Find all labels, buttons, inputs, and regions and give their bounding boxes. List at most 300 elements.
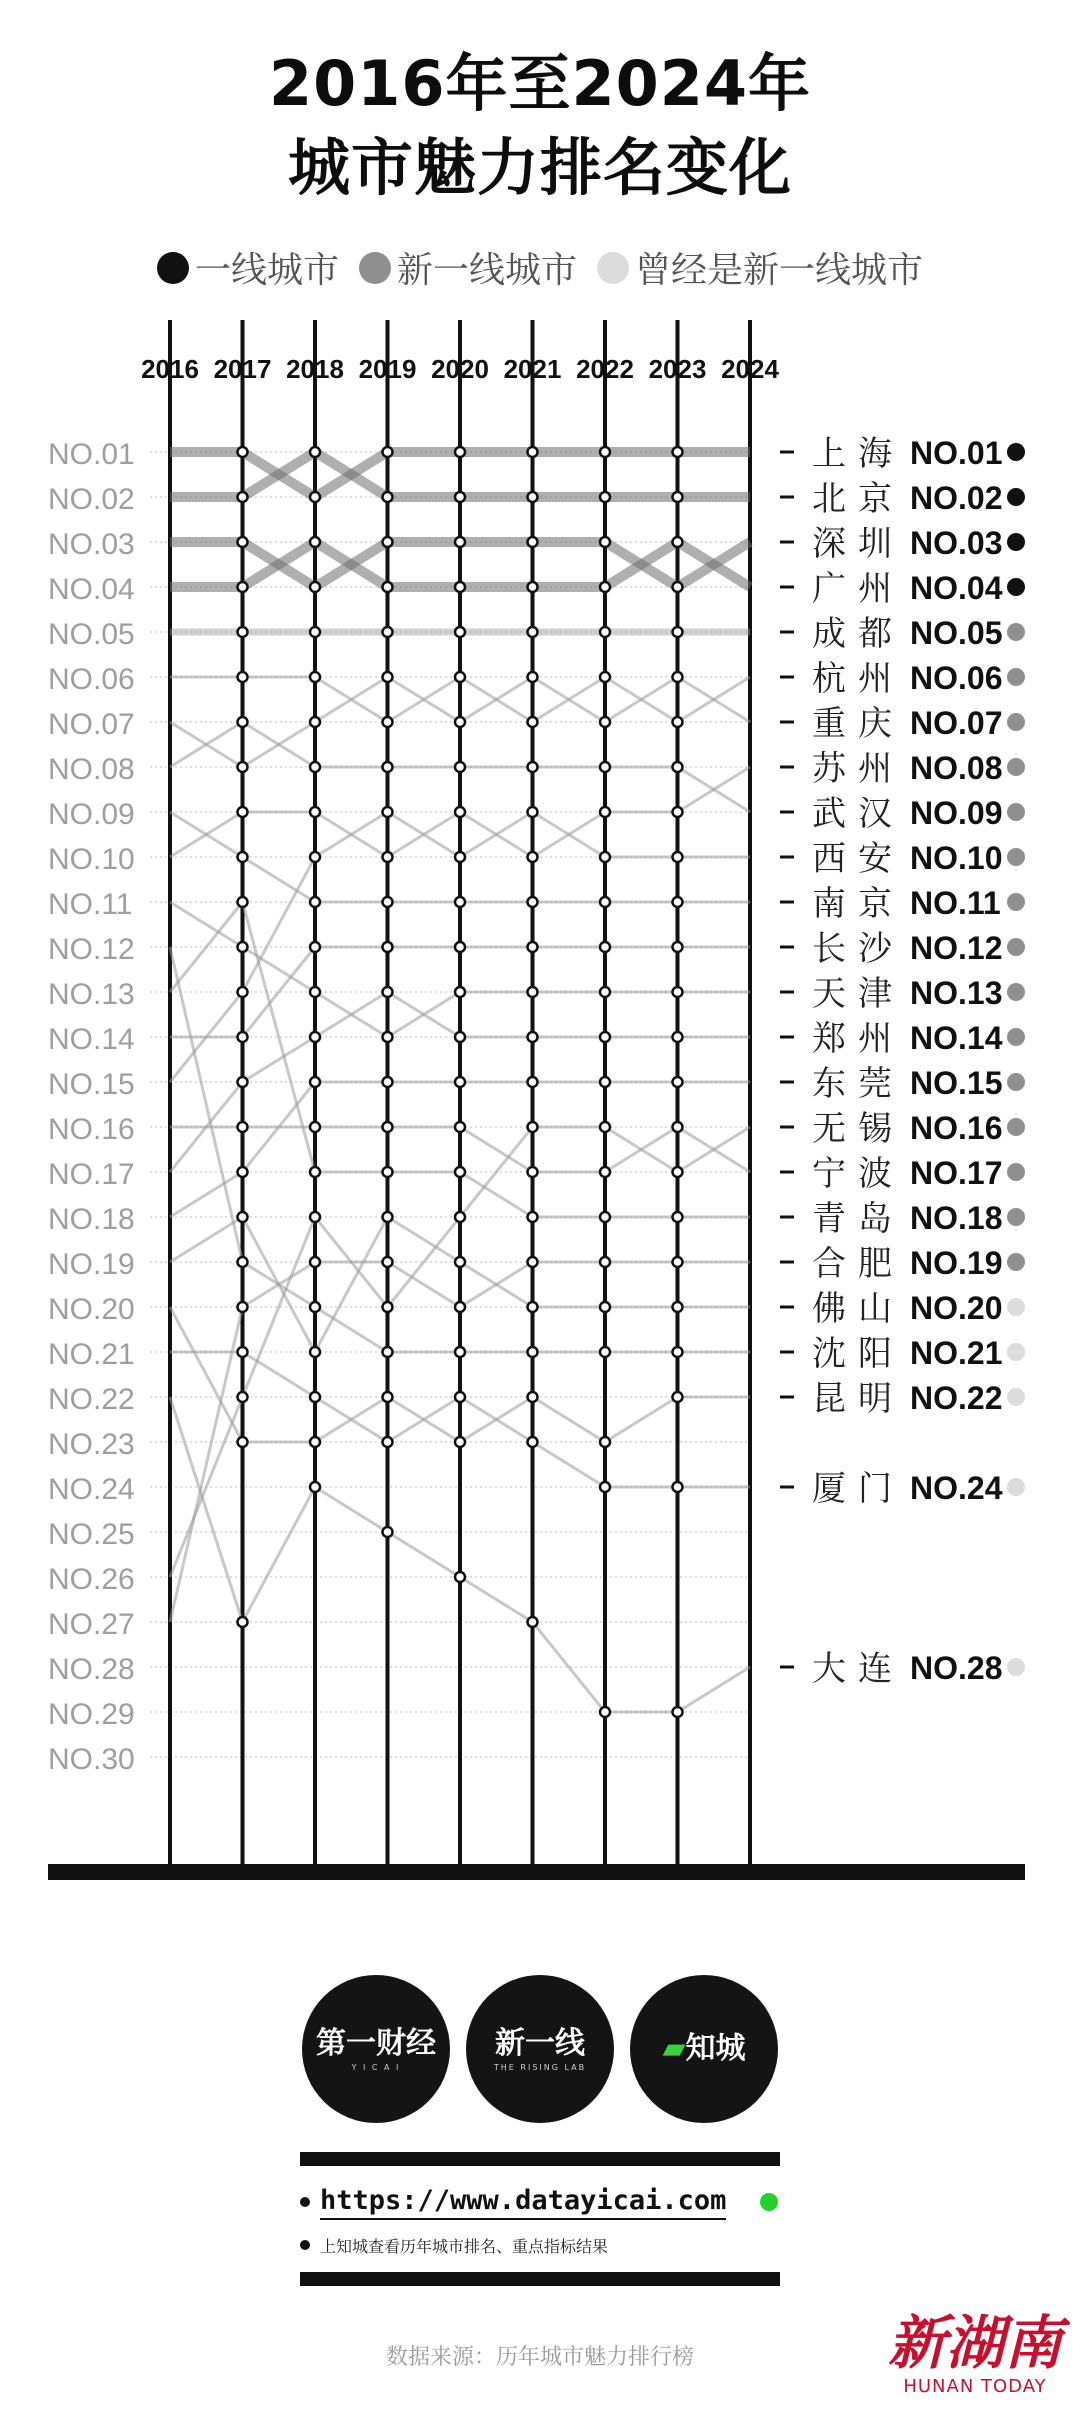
data-point-上海 <box>383 447 393 457</box>
data-point-厦门 <box>238 1347 248 1357</box>
data-point-厦门 <box>455 1392 465 1402</box>
city-name-label: 青岛 <box>812 1199 904 1239</box>
legend <box>0 242 1080 293</box>
y-tick-label: NO.06 <box>48 663 135 696</box>
data-point-大连 <box>383 1527 393 1537</box>
data-point-长沙 <box>600 942 610 952</box>
data-point-佛山 <box>238 1212 248 1222</box>
data-point-东莞 <box>673 1077 683 1087</box>
data-point-沈阳 <box>673 1347 683 1357</box>
data-point-天津 <box>383 1032 393 1042</box>
city-tier-dot-icon <box>1007 1253 1025 1271</box>
data-point-东莞 <box>528 1077 538 1087</box>
data-point-合肥 <box>310 1257 320 1267</box>
data-point-合肥 <box>238 1302 248 1312</box>
data-point-北京 <box>455 492 465 502</box>
city-tier-dot-icon <box>1007 1208 1025 1226</box>
data-point-深圳 <box>455 537 465 547</box>
data-point-沈阳 <box>383 1347 393 1357</box>
city-rank-label: NO.08 <box>910 750 1003 786</box>
data-point-武汉 <box>310 762 320 772</box>
y-tick-label: NO.10 <box>48 843 135 876</box>
data-point-成都 <box>383 627 393 637</box>
data-point-成都 <box>455 627 465 637</box>
chart-title-line2: 城市魅力排名变化 <box>287 131 792 204</box>
website-link[interactable]: https://www.datayicai.com <box>320 2185 726 2220</box>
data-point-武汉 <box>455 762 465 772</box>
data-point-大连 <box>600 1707 610 1717</box>
data-point-苏州 <box>673 807 683 817</box>
city-rank-label: NO.13 <box>910 975 1003 1011</box>
data-point-郑州 <box>528 1032 538 1042</box>
data-point-宁波 <box>673 1122 683 1132</box>
data-point-东莞 <box>600 1077 610 1087</box>
data-point-长沙 <box>310 942 320 952</box>
data-point-厦门 <box>528 1437 538 1447</box>
x-tick-label: 2021 <box>503 354 562 384</box>
data-point-西安 <box>383 807 393 817</box>
data-point-无锡 <box>455 1212 465 1222</box>
city-rank-label: NO.06 <box>910 660 1003 696</box>
city-rank-label: NO.24 <box>910 1470 1003 1506</box>
legend-item-former-new-tier1 <box>597 242 923 293</box>
data-point-沈阳 <box>238 1257 248 1267</box>
data-point-郑州 <box>383 987 393 997</box>
x-tick-label: 2019 <box>358 354 417 384</box>
city-name-label: 广州 <box>812 569 904 609</box>
data-point-长沙 <box>238 1032 248 1042</box>
data-point-成都 <box>528 627 538 637</box>
legend-label-new-tier1: 新一线城市 <box>396 250 577 291</box>
data-point-杭州 <box>528 717 538 727</box>
data-point-佛山 <box>310 1347 320 1357</box>
data-point-宁波 <box>310 1122 320 1132</box>
data-point-成都 <box>673 627 683 637</box>
city-tier-dot-icon <box>1007 848 1025 866</box>
data-point-广州 <box>455 582 465 592</box>
data-point-昆明 <box>528 1392 538 1402</box>
data-point-北京 <box>238 492 248 502</box>
data-point-昆明 <box>455 1437 465 1447</box>
data-point-郑州 <box>673 1032 683 1042</box>
data-point-杭州 <box>310 672 320 682</box>
data-point-北京 <box>673 492 683 502</box>
city-name-label: 深圳 <box>812 524 904 564</box>
data-point-深圳 <box>673 582 683 592</box>
city-name-label: 苏州 <box>812 749 904 789</box>
legend-dot-tier1-icon <box>157 252 189 284</box>
data-point-佛山 <box>673 1302 683 1312</box>
x-tick-label: 2024 <box>721 354 779 384</box>
data-point-西安 <box>673 852 683 862</box>
x-tick-label: 2020 <box>431 354 489 384</box>
url-row <box>300 2182 780 2222</box>
city-name-label: 西安 <box>812 839 904 879</box>
city-rank-label: NO.12 <box>910 930 1003 966</box>
data-point-郑州 <box>238 1077 248 1087</box>
data-point-重庆 <box>310 717 320 727</box>
data-point-青岛 <box>310 1167 320 1177</box>
data-point-无锡 <box>310 1212 320 1222</box>
rising-lab-logo-subtext: THE RISING LAB <box>493 2062 587 2072</box>
city-name-label: 宁波 <box>812 1154 904 1194</box>
y-tick-label: NO.02 <box>48 483 135 516</box>
data-point-合肥 <box>528 1257 538 1267</box>
city-tier-dot-icon <box>1007 668 1025 686</box>
divider-top <box>300 2152 780 2166</box>
data-point-厦门 <box>310 1392 320 1402</box>
data-point-长沙 <box>455 942 465 952</box>
website-note: 上知城查看历年城市排名、重点指标结果 <box>320 2236 609 2256</box>
city-rank-label: NO.16 <box>910 1110 1003 1146</box>
city-rank-label: NO.03 <box>910 525 1003 561</box>
y-tick-label: NO.29 <box>48 1698 135 1731</box>
city-rank-label: NO.02 <box>910 480 1003 516</box>
city-tier-dot-icon <box>1007 1163 1025 1181</box>
x-tick-label: 2023 <box>648 354 707 384</box>
data-point-深圳 <box>528 537 538 547</box>
data-point-重庆 <box>528 672 538 682</box>
data-point-苏州 <box>600 807 610 817</box>
yicai-logo-subtext: Y I C A I <box>351 2062 401 2072</box>
city-name-label: 长沙 <box>812 929 904 969</box>
data-point-东莞 <box>455 1077 465 1087</box>
city-rank-label: NO.05 <box>910 615 1003 651</box>
data-point-上海 <box>600 447 610 457</box>
data-point-西安 <box>455 852 465 862</box>
city-rank-label: NO.14 <box>910 1020 1003 1056</box>
city-tier-dot-icon <box>1007 1478 1025 1496</box>
data-point-大连 <box>528 1617 538 1627</box>
data-point-武汉 <box>238 717 248 727</box>
data-point-无锡 <box>528 1122 538 1132</box>
data-point-成都 <box>310 627 320 637</box>
city-tier-dot-icon <box>1007 1343 1025 1361</box>
x-tick-label: 2018 <box>286 354 344 384</box>
data-point-合肥 <box>600 1257 610 1267</box>
city-tier-dot-icon <box>1007 938 1025 956</box>
legend-dot-new-tier1-icon <box>359 252 391 284</box>
data-point-厦门 <box>673 1482 683 1492</box>
data-point-武汉 <box>600 762 610 772</box>
y-tick-label: NO.30 <box>48 1743 135 1776</box>
data-point-上海 <box>455 447 465 457</box>
chart-title-line1: 2016年至2024年 <box>268 47 812 120</box>
city-rank-label: NO.17 <box>910 1155 1003 1191</box>
yicai-logo-text: 第一财经 <box>316 2025 436 2061</box>
note-row <box>300 2232 780 2258</box>
y-tick-label: NO.12 <box>48 933 135 966</box>
data-point-厦门 <box>383 1437 393 1447</box>
data-point-天津 <box>310 987 320 997</box>
y-tick-label: NO.03 <box>48 528 135 561</box>
zhicheng-logo <box>630 1975 778 2123</box>
data-point-杭州 <box>383 717 393 727</box>
data-point-无锡 <box>383 1302 393 1312</box>
city-name-label: 厦门 <box>812 1469 904 1509</box>
data-point-沈阳 <box>455 1347 465 1357</box>
data-point-南京 <box>383 897 393 907</box>
y-tick-label: NO.20 <box>48 1293 135 1326</box>
legend-item-new-tier1 <box>359 242 577 293</box>
y-tick-label: NO.16 <box>48 1113 135 1146</box>
city-tier-dot-icon <box>1007 533 1025 551</box>
city-name-label: 天津 <box>812 974 904 1014</box>
city-name-label: 昆明 <box>812 1379 904 1419</box>
data-point-广州 <box>383 582 393 592</box>
zhicheng-logo-label: 知城 <box>685 2031 746 2066</box>
data-point-广州 <box>673 537 683 547</box>
data-point-武汉 <box>673 762 683 772</box>
city-rank-label: NO.22 <box>910 1380 1003 1416</box>
data-point-昆明 <box>383 1392 393 1402</box>
data-point-昆明 <box>238 1437 248 1447</box>
city-tier-dot-icon <box>1007 713 1025 731</box>
data-point-青岛 <box>600 1212 610 1222</box>
data-point-长沙 <box>673 942 683 952</box>
y-tick-label: NO.08 <box>48 753 135 786</box>
city-rank-label: NO.19 <box>910 1245 1003 1281</box>
data-point-宁波 <box>383 1122 393 1132</box>
bullet-icon <box>300 2197 310 2207</box>
data-point-苏州 <box>383 852 393 862</box>
data-point-青岛 <box>673 1212 683 1222</box>
data-point-杭州 <box>238 672 248 682</box>
y-tick-label: NO.26 <box>48 1563 135 1596</box>
city-name-label: 大连 <box>812 1649 904 1689</box>
legend-label-former-new-tier1: 曾经是新一线城市 <box>635 250 924 291</box>
data-point-上海 <box>673 447 683 457</box>
y-tick-label: NO.18 <box>48 1203 135 1236</box>
bullet-icon <box>300 2240 310 2250</box>
city-rank-label: NO.21 <box>910 1335 1003 1371</box>
data-point-重庆 <box>600 717 610 727</box>
legend-item-tier1 <box>157 242 339 293</box>
city-rank-label: NO.20 <box>910 1290 1003 1326</box>
city-tier-dot-icon <box>1007 1298 1025 1316</box>
data-point-北京 <box>310 447 320 457</box>
data-point-宁波 <box>238 1122 248 1132</box>
data-point-重庆 <box>455 717 465 727</box>
legend-label-tier1: 一线城市 <box>194 250 339 291</box>
rank-change-chart <box>0 300 1080 1900</box>
data-point-厦门 <box>600 1482 610 1492</box>
y-tick-label: NO.15 <box>48 1068 135 1101</box>
y-tick-label: NO.17 <box>48 1158 135 1191</box>
data-point-长沙 <box>528 942 538 952</box>
data-point-南京 <box>600 897 610 907</box>
data-point-沈阳 <box>528 1347 538 1357</box>
city-rank-label: NO.04 <box>910 570 1003 606</box>
city-name-label: 武汉 <box>812 794 904 834</box>
data-point-宁波 <box>455 1122 465 1132</box>
data-point-成都 <box>238 627 248 637</box>
data-point-杭州 <box>600 672 610 682</box>
data-point-郑州 <box>455 1032 465 1042</box>
data-point-沈阳 <box>310 1302 320 1312</box>
data-point-东莞 <box>238 1167 248 1177</box>
data-point-南京 <box>673 897 683 907</box>
city-tier-dot-icon <box>1007 803 1025 821</box>
city-tier-dot-icon <box>1007 623 1025 641</box>
city-name-label: 郑州 <box>812 1019 904 1059</box>
data-point-无锡 <box>238 1392 248 1402</box>
data-point-大连 <box>310 1482 320 1492</box>
data-point-西安 <box>310 852 320 862</box>
data-point-宁波 <box>600 1167 610 1177</box>
data-point-上海 <box>528 447 538 457</box>
data-point-东莞 <box>310 1077 320 1087</box>
data-point-广州 <box>310 537 320 547</box>
data-point-重庆 <box>383 672 393 682</box>
data-point-重庆 <box>238 762 248 772</box>
data-point-无锡 <box>673 1167 683 1177</box>
city-tier-dot-icon <box>1007 1658 1025 1676</box>
x-tick-label: 2022 <box>576 354 634 384</box>
data-point-长沙 <box>383 942 393 952</box>
data-point-天津 <box>600 987 610 997</box>
city-tier-dot-icon <box>1007 578 1025 596</box>
x-tick-label: 2016 <box>141 354 199 384</box>
y-tick-label: NO.05 <box>48 618 135 651</box>
city-tier-dot-icon <box>1007 893 1025 911</box>
y-tick-label: NO.21 <box>48 1338 135 1371</box>
city-name-label: 上海 <box>812 434 904 474</box>
data-point-北京 <box>528 492 538 502</box>
data-point-无锡 <box>600 1122 610 1132</box>
data-point-佛山 <box>528 1302 538 1312</box>
data-source: 数据来源：历年城市魅力排行榜 <box>385 2345 694 2370</box>
data-point-武汉 <box>528 762 538 772</box>
data-point-杭州 <box>455 672 465 682</box>
data-point-广州 <box>600 582 610 592</box>
data-point-广州 <box>528 582 538 592</box>
x-tick-label: 2017 <box>213 354 272 384</box>
city-tier-dot-icon <box>1007 443 1025 461</box>
zhicheng-mark-icon: ▰ <box>662 2031 686 2066</box>
data-point-郑州 <box>600 1032 610 1042</box>
data-point-重庆 <box>673 672 683 682</box>
data-point-合肥 <box>673 1257 683 1267</box>
y-tick-label: NO.24 <box>48 1473 135 1506</box>
y-tick-label: NO.07 <box>48 708 135 741</box>
data-point-西安 <box>600 852 610 862</box>
city-name-label: 东莞 <box>812 1064 904 1104</box>
rising-lab-logo <box>466 1975 614 2123</box>
data-point-苏州 <box>310 807 320 817</box>
data-point-深圳 <box>383 537 393 547</box>
city-rank-label: NO.28 <box>910 1650 1003 1686</box>
city-rank-label: NO.18 <box>910 1200 1003 1236</box>
data-point-深圳 <box>238 537 248 547</box>
data-point-佛山 <box>383 1212 393 1222</box>
data-point-佛山 <box>455 1257 465 1267</box>
data-point-苏州 <box>238 807 248 817</box>
city-name-label: 杭州 <box>812 659 904 699</box>
rising-lab-logo-text: 新一线 <box>495 2025 585 2061</box>
data-point-合肥 <box>383 1257 393 1267</box>
data-point-佛山 <box>600 1302 610 1312</box>
data-point-深圳 <box>310 582 320 592</box>
city-name-label: 北京 <box>812 479 904 519</box>
green-dot-icon <box>760 2193 778 2211</box>
city-tier-dot-icon <box>1007 983 1025 1001</box>
data-point-宁波 <box>528 1167 538 1177</box>
city-name-label: 南京 <box>812 884 904 924</box>
divider-bottom <box>300 2272 780 2286</box>
brand-en-text: HUNAN TODAY <box>903 2376 1047 2397</box>
y-tick-label: NO.28 <box>48 1653 135 1686</box>
data-point-广州 <box>238 582 248 592</box>
data-point-天津 <box>238 942 248 952</box>
city-name-label: 沈阳 <box>812 1334 904 1374</box>
data-point-青岛 <box>455 1167 465 1177</box>
data-point-天津 <box>528 987 538 997</box>
data-point-天津 <box>455 987 465 997</box>
data-point-昆明 <box>673 1392 683 1402</box>
city-rank-label: NO.10 <box>910 840 1003 876</box>
city-rank-label: NO.07 <box>910 705 1003 741</box>
y-tick-label: NO.22 <box>48 1383 135 1416</box>
data-point-昆明 <box>600 1437 610 1447</box>
data-point-武汉 <box>383 762 393 772</box>
data-point-南京 <box>455 897 465 907</box>
city-tier-dot-icon <box>1007 1388 1025 1406</box>
city-tier-dot-icon <box>1007 1073 1025 1091</box>
y-tick-label: NO.27 <box>48 1608 135 1641</box>
data-point-杭州 <box>673 717 683 727</box>
city-name-label: 无锡 <box>812 1109 904 1149</box>
city-name-label: 佛山 <box>812 1289 904 1329</box>
data-point-成都 <box>600 627 610 637</box>
yicai-logo <box>302 1975 450 2123</box>
y-tick-label: NO.01 <box>48 438 135 471</box>
y-tick-label: NO.25 <box>48 1518 135 1551</box>
y-tick-label: NO.11 <box>48 888 133 921</box>
data-point-大连 <box>238 1617 248 1627</box>
zhicheng-logo-text <box>662 2032 745 2066</box>
y-tick-label: NO.19 <box>48 1248 135 1281</box>
data-point-苏州 <box>455 807 465 817</box>
data-point-合肥 <box>455 1302 465 1312</box>
data-point-深圳 <box>600 537 610 547</box>
y-tick-label: NO.13 <box>48 978 135 1011</box>
data-point-北京 <box>600 492 610 502</box>
data-point-昆明 <box>310 1437 320 1447</box>
city-tier-dot-icon <box>1007 1118 1025 1136</box>
data-point-南京 <box>528 897 538 907</box>
city-tier-dot-icon <box>1007 488 1025 506</box>
data-point-西安 <box>528 807 538 817</box>
city-rank-label: NO.09 <box>910 795 1003 831</box>
data-point-南京 <box>310 897 320 907</box>
data-point-北京 <box>383 492 393 502</box>
city-tier-dot-icon <box>1007 1028 1025 1046</box>
data-point-上海 <box>238 447 248 457</box>
data-point-青岛 <box>528 1212 538 1222</box>
data-point-郑州 <box>310 1032 320 1042</box>
city-name-label: 合肥 <box>812 1244 904 1284</box>
city-name-label: 重庆 <box>812 704 904 744</box>
data-point-青岛 <box>238 897 248 907</box>
data-point-苏州 <box>528 852 538 862</box>
city-rank-label: NO.01 <box>910 435 1003 471</box>
data-point-南京 <box>238 852 248 862</box>
legend-dot-former-new-tier1-icon <box>597 252 629 284</box>
city-rank-label: NO.11 <box>910 885 1001 921</box>
hunan-today-brand <box>880 2310 1070 2397</box>
data-point-大连 <box>455 1572 465 1582</box>
